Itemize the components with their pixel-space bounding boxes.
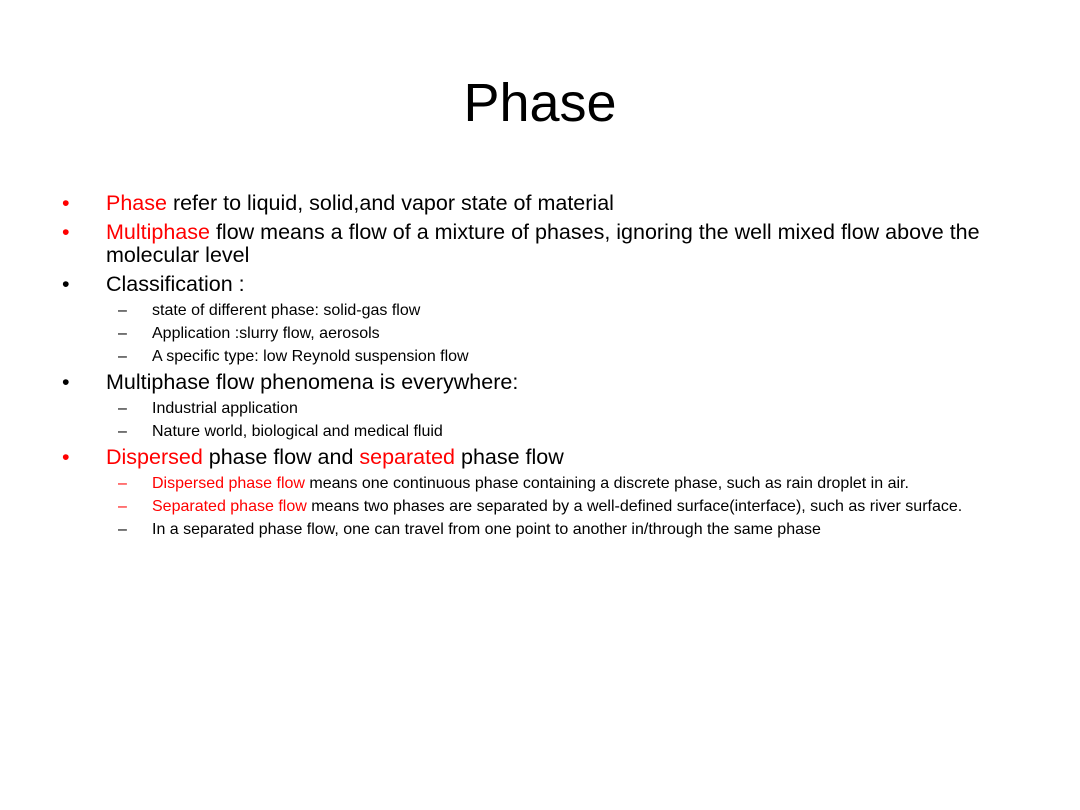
bullet-item: [62, 192, 1022, 215]
sub-item-text: Industrial application: [152, 400, 298, 417]
dash-icon: –: [118, 423, 127, 440]
bullet-text: refer to liquid, solid,and vapor state of material: [166, 191, 614, 215]
sub-item: [62, 423, 1022, 440]
sub-item-text: means two phases are separated by a well-defined surface(interface), such as river surface.: [306, 498, 963, 515]
bullet-highlight: Dispersed: [106, 445, 203, 469]
sub-item-text: A specific type: low Reynold suspension flow: [152, 348, 469, 365]
sub-item-text: means one continuous phase containing a discrete phase, such as rain droplet in air.: [304, 475, 909, 492]
dash-icon: –: [118, 302, 127, 319]
sub-item-highlight: Separated phase flow: [152, 498, 307, 515]
dash-icon: –: [118, 521, 127, 538]
bullet-text: phase flow and: [202, 445, 360, 469]
sub-item: [62, 498, 1022, 515]
bullet-icon: •: [62, 445, 70, 469]
sub-item-text: Application :slurry flow, aerosols: [152, 325, 380, 342]
bullet-icon: •: [62, 272, 70, 296]
dash-icon: –: [118, 475, 127, 492]
slide-body: [62, 192, 1022, 544]
bullet-icon: •: [62, 191, 70, 215]
dash-icon: –: [118, 498, 127, 515]
bullet-text: flow means a flow of a mixture of phases, ignoring the well mixed flow above the molecular level: [106, 220, 980, 267]
bullet-item: [62, 273, 1022, 296]
sub-item: [62, 400, 1022, 417]
sub-item: [62, 521, 1022, 538]
dash-icon: –: [118, 348, 127, 365]
bullet-text: Multiphase flow phenomena is everywhere:: [106, 370, 519, 394]
sub-item-text: state of different phase: solid-gas flow: [152, 302, 421, 319]
bullet-icon: •: [62, 370, 70, 394]
bullet-highlight-2: separated: [359, 445, 456, 469]
sub-item-text: Nature world, biological and medical fluid: [152, 423, 443, 440]
sub-item-highlight: Dispersed phase flow: [152, 475, 305, 492]
bullet-item: [62, 446, 1022, 469]
bullet-highlight: Phase: [106, 191, 167, 215]
bullet-item: [62, 371, 1022, 394]
bullet-item: [62, 221, 1022, 267]
sub-item: [62, 348, 1022, 365]
bullet-icon: •: [62, 220, 70, 244]
bullet-text-tail: phase flow: [455, 445, 564, 469]
sub-item: [62, 475, 1022, 492]
sub-item-text: In a separated phase flow, one can travel from one point to another in/through the same phase: [152, 521, 821, 538]
dash-icon: –: [118, 325, 127, 342]
bullet-highlight: Multiphase: [106, 220, 210, 244]
slide-title: Phase: [463, 73, 617, 133]
sub-item: [62, 302, 1022, 319]
bullet-text: Classification :: [106, 272, 245, 296]
sub-item: [62, 325, 1022, 342]
dash-icon: –: [118, 400, 127, 417]
